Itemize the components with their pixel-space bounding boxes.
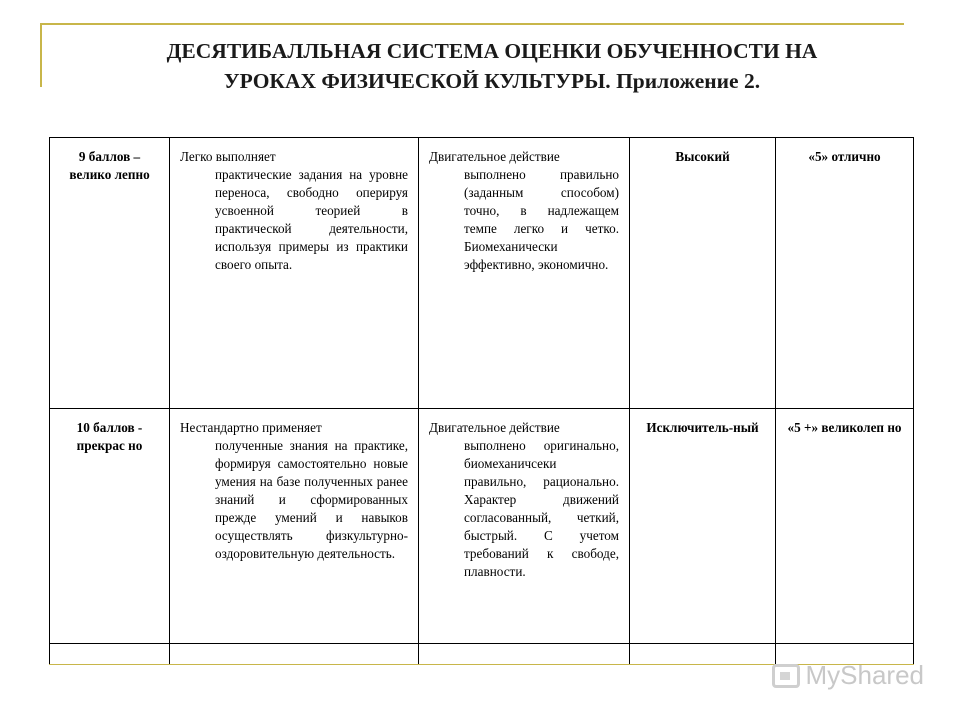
presentation-icon — [772, 664, 800, 688]
title-line1: ДЕСЯТИБАЛЛЬНАЯ СИСТЕМА ОЦЕНКИ ОБУЧЕННОСТИ НА — [166, 39, 818, 63]
score-cell — [50, 409, 170, 644]
knowledge-cell — [170, 138, 419, 409]
watermark-text: MyShared — [805, 660, 924, 690]
grade-text: «5 +» великолеп но — [787, 420, 902, 435]
level-cell — [630, 409, 776, 644]
empty-cell — [50, 644, 170, 665]
title-appendix: Приложение 2. — [616, 69, 761, 93]
action-text: выполнено оригинально, биомеханичсеки правильно, рационально. Характер движений согласованный, четкий, быстрый. С учетом требований к свободе, плавности. — [464, 438, 619, 579]
watermark — [772, 660, 925, 691]
knowledge-lead: Нестандартно применяет — [180, 420, 322, 435]
page-title — [62, 36, 922, 96]
grade-text: «5» отлично — [808, 149, 881, 164]
action-lead: Двигательное действие — [429, 149, 560, 164]
action-text: выполнено правильно (заданным способом) точно, в надлежащем темпе легко и четко. Биомеханически эффективно, экономично. — [464, 167, 619, 272]
grade-cell — [776, 138, 914, 409]
score-cell — [50, 138, 170, 409]
accent-line-horizontal — [40, 23, 904, 25]
table-row — [50, 138, 914, 409]
empty-cell — [170, 644, 419, 665]
grade-cell — [776, 409, 914, 644]
action-lead: Двигательное действие — [429, 420, 560, 435]
empty-cell — [419, 644, 630, 665]
action-cell — [419, 138, 630, 409]
score-text: 10 баллов - прекрас но — [76, 420, 143, 453]
accent-line-vertical — [40, 23, 42, 87]
knowledge-text: практические задания на уровне переноса, свободно оперируя усвоенной теорией в практической деятельности, используя примеры из практики своего опыта. — [215, 167, 408, 272]
knowledge-cell — [170, 409, 419, 644]
title-line2: УРОКАХ ФИЗИЧЕСКОЙ КУЛЬТУРЫ. — [223, 69, 611, 93]
level-text: Высокий — [675, 149, 730, 164]
score-text: 9 баллов – велико лепно — [69, 149, 150, 182]
empty-cell — [630, 644, 776, 665]
action-cell — [419, 409, 630, 644]
level-text: Исключитель-ный — [646, 420, 759, 435]
grading-table — [49, 137, 914, 665]
table-row — [50, 409, 914, 644]
level-cell — [630, 138, 776, 409]
knowledge-lead: Легко выполняет — [180, 149, 276, 164]
knowledge-text: полученные знания на практике, формируя самостоятельно новые умения на базе полученных ранее знаний и сформированных прежде умений и навыков осуществлять физкультурно-оздоровительную деятельность. — [215, 438, 408, 561]
